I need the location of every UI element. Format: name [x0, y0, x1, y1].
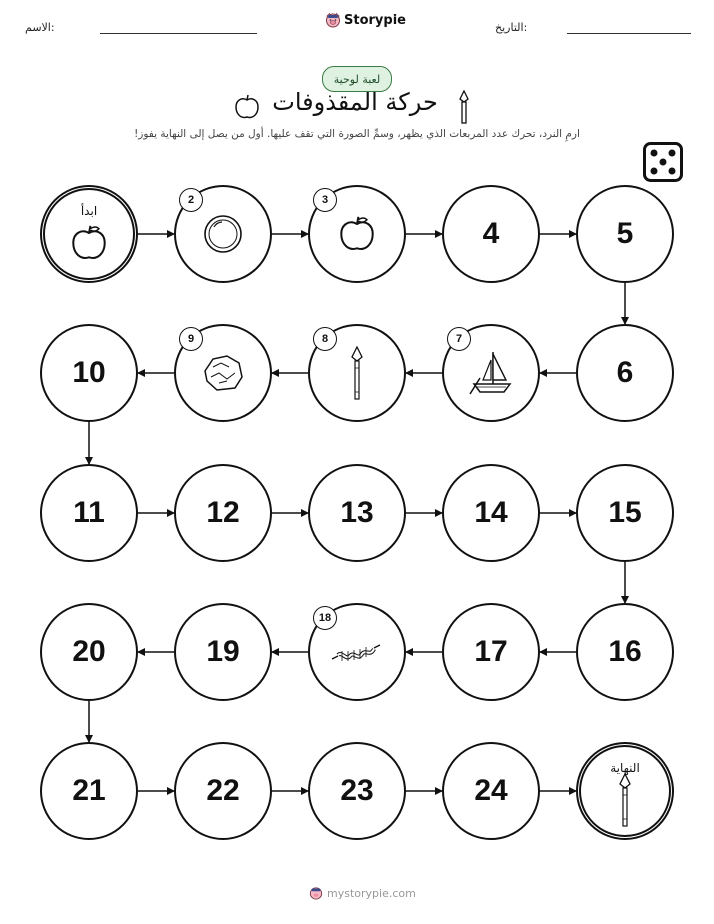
spear-icon [349, 346, 365, 400]
space-number: 22 [206, 774, 240, 807]
page-title: حركة المقذوفات [272, 88, 438, 116]
space-number: 17 [474, 635, 508, 668]
board-space-24 [442, 742, 540, 840]
space-number: 6 [616, 356, 634, 389]
game-type-badge: لعبة لوحية [322, 66, 392, 92]
space-number: 16 [608, 635, 642, 668]
start-label: ابدأ [80, 204, 98, 218]
space-number-badge: 18 [313, 606, 337, 630]
space-number: 12 [206, 496, 240, 529]
apple-icon [337, 214, 377, 254]
space-number: 4 [482, 217, 500, 250]
rock-icon [201, 353, 245, 393]
spear-icon [617, 773, 633, 827]
space-number: 13 [340, 496, 374, 529]
space-number-badge: 3 [313, 188, 337, 212]
space-number: 11 [73, 496, 105, 529]
pig-mascot-icon [309, 886, 323, 900]
board-space-15 [576, 464, 674, 562]
space-number: 23 [340, 774, 374, 807]
finish-space [576, 742, 674, 840]
space-number: 5 [616, 217, 634, 250]
board-space-17 [442, 603, 540, 701]
finish-label: النهاية [610, 761, 640, 775]
space-number-badge: 8 [313, 327, 337, 351]
apple-icon [69, 223, 109, 263]
space-number-badge: 9 [179, 327, 203, 351]
space-number: 15 [608, 496, 642, 529]
board-space-4 [442, 185, 540, 283]
space-number: 14 [474, 496, 508, 529]
board-space-16 [576, 603, 674, 701]
footer-url: mystorypie.com [327, 886, 416, 900]
space-number-badge: 7 [447, 327, 471, 351]
date-label: التاريخ: [495, 21, 528, 34]
board-space-10 [40, 324, 138, 422]
boat-icon [466, 348, 516, 398]
space-number: 24 [474, 774, 508, 807]
board-space-21 [40, 742, 138, 840]
board-space-13 [308, 464, 406, 562]
space-number-badge: 2 [179, 188, 203, 212]
board-space-11 [40, 464, 138, 562]
space-number: 21 [72, 774, 106, 807]
name-label: الاسم: [25, 21, 55, 34]
board-space-14 [442, 464, 540, 562]
board-space-22 [174, 742, 272, 840]
board-space-23 [308, 742, 406, 840]
game-instructions: ارمِ النرد، تحرك عدد المربعات الذي يظهر، وسمِّ الصورة التي تقف عليها. أول من يصل إلى النهاية يفوز! [134, 128, 580, 140]
space-number: 10 [72, 356, 106, 389]
board-space-20 [40, 603, 138, 701]
board-space-12 [174, 464, 272, 562]
ball-icon [202, 213, 244, 255]
space-number: 20 [72, 635, 106, 668]
footer [309, 886, 416, 900]
brand-name: Storypie [344, 12, 406, 28]
board-space-19 [174, 603, 272, 701]
rope-icon [328, 635, 386, 669]
board-space-5 [576, 185, 674, 283]
space-number: 19 [206, 635, 240, 668]
board-space-6 [576, 324, 674, 422]
start-space [40, 185, 138, 283]
